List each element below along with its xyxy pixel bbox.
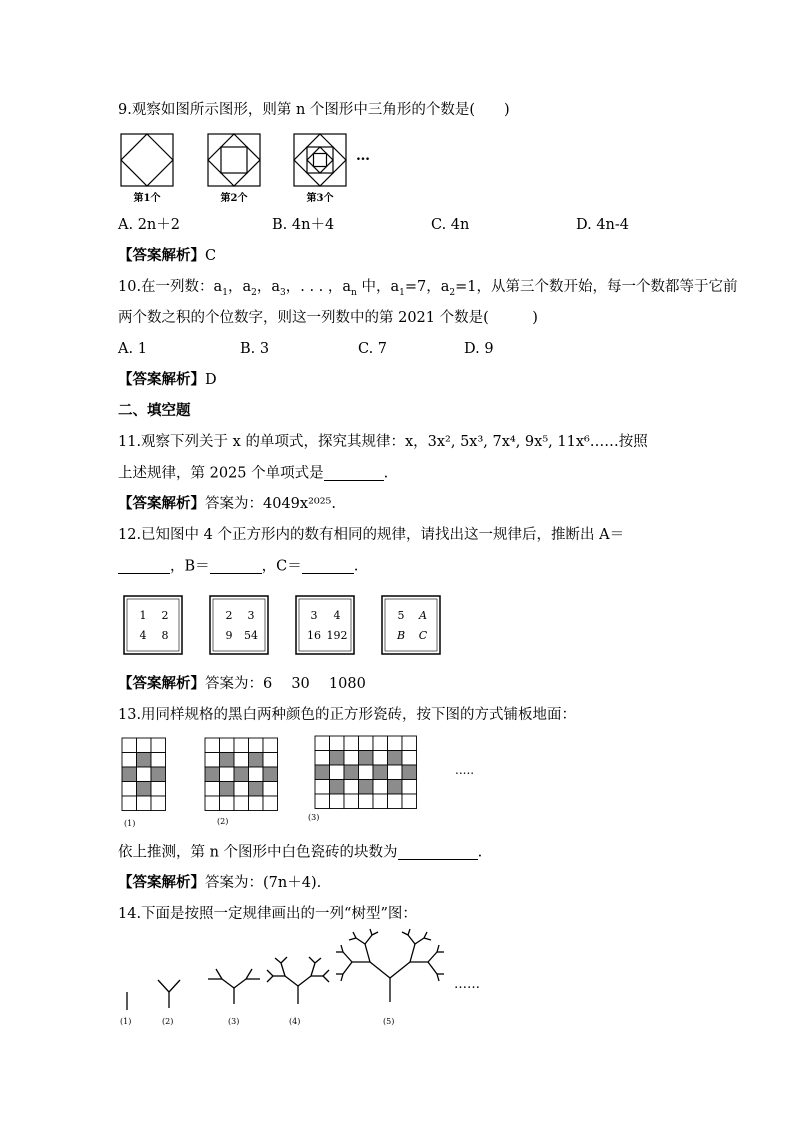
svg-text:4: 4	[139, 629, 147, 642]
white-tile	[205, 753, 220, 768]
q12-answer: 【答案解析】答案为：6 30 1080	[118, 675, 366, 692]
white-tile	[373, 736, 388, 751]
q12-box-4	[382, 596, 440, 654]
q12-boxes	[123, 595, 443, 657]
white-tile	[234, 738, 249, 753]
svg-text:2: 2	[225, 609, 233, 622]
white-tile	[344, 794, 359, 809]
white-tile	[402, 794, 417, 809]
q13-ellipsis: .....	[455, 763, 475, 777]
white-tile	[373, 780, 388, 795]
dark-tile	[359, 780, 374, 795]
section-title: 二、填空题	[118, 402, 191, 419]
dark-tile	[249, 753, 264, 768]
white-tile	[315, 794, 330, 809]
q13-blank[interactable]	[398, 845, 478, 860]
q10-option-d: D. 9	[464, 341, 494, 357]
svg-text:8: 8	[161, 629, 169, 642]
svg-text:3: 3	[310, 609, 318, 622]
q10-line1: 10.在一列数：$a_1$，$a_2$，$a_3$，. . . ，$a_n$ 中，$a_1=7$，$a_2=1$，从第三个数开始，每一个数都等于它前	[118, 279, 738, 298]
dark-tile	[330, 751, 345, 766]
q14-caption-4: (4)	[289, 1017, 301, 1026]
white-tile	[263, 782, 278, 797]
q14-tree-5	[336, 929, 444, 1002]
white-tile	[344, 780, 359, 795]
white-tile	[205, 796, 220, 811]
svg-text:9: 9	[225, 629, 233, 642]
q11-blank[interactable]	[324, 466, 384, 481]
white-tile	[249, 738, 264, 753]
q14-tree-3	[208, 969, 260, 1004]
dark-tile	[205, 767, 220, 782]
q9-figure-2	[208, 134, 260, 186]
white-tile	[330, 736, 345, 751]
white-tile	[263, 738, 278, 753]
q14-caption-5: (5)	[383, 1017, 395, 1026]
q9-option-a: A. 2n＋2	[118, 217, 180, 233]
q9-option-d: D. 4n-4	[576, 217, 630, 233]
white-tile	[122, 753, 137, 768]
white-tile	[263, 753, 278, 768]
dark-tile	[359, 751, 374, 766]
q9-text: 9.观察如图所示图形，则第 n 个图形中三角形的个数是( )	[118, 102, 510, 118]
white-tile	[151, 753, 166, 768]
q9-caption-1: 第1个	[133, 193, 161, 204]
white-tile	[234, 753, 249, 768]
white-tile	[402, 736, 417, 751]
q13-caption-2: (2)	[217, 817, 229, 826]
white-tile	[151, 782, 166, 797]
q14-caption-2: (2)	[162, 1017, 174, 1026]
dark-tile	[373, 765, 388, 780]
white-tile	[137, 738, 152, 753]
q14-text: 14.下面是按照一定规律画出的一列“树型”图：	[118, 906, 417, 922]
q10-line2: 两个数之积的个位数字，则这一列数中的第 2021 个数是( )	[118, 310, 538, 326]
white-tile	[373, 794, 388, 809]
white-tile	[359, 765, 374, 780]
q13-caption-1: (1)	[124, 819, 136, 828]
answer-label: 【答案解析】	[118, 247, 205, 264]
white-tile	[315, 780, 330, 795]
q14-caption-3: (3)	[228, 1017, 240, 1026]
q13-tile-figures	[118, 736, 488, 831]
white-tile	[220, 796, 235, 811]
q14-tree-figures	[118, 932, 508, 1032]
white-tile	[344, 736, 359, 751]
q9-option-b: B. 4n＋4	[272, 217, 335, 233]
svg-text:4: 4	[333, 609, 341, 622]
white-tile	[137, 767, 152, 782]
dark-tile	[151, 767, 166, 782]
dark-tile	[402, 765, 417, 780]
svg-text:5: 5	[397, 609, 405, 622]
dark-tile	[220, 782, 235, 797]
white-tile	[205, 782, 220, 797]
dark-tile	[330, 780, 345, 795]
white-tile	[249, 796, 264, 811]
q12-blank-c[interactable]	[302, 559, 354, 574]
answer-value: C	[205, 248, 217, 264]
white-tile	[151, 796, 166, 811]
white-tile	[315, 736, 330, 751]
q9-figure-3	[294, 134, 346, 186]
dark-tile	[388, 780, 403, 795]
q13-answer: 【答案解析】答案为：(7n＋4).	[118, 874, 322, 891]
dark-tile	[137, 753, 152, 768]
white-tile	[220, 767, 235, 782]
white-tile	[388, 736, 403, 751]
white-tile	[330, 794, 345, 809]
q11-answer: 【答案解析】答案为：4049x²⁰²⁵.	[118, 495, 336, 512]
svg-text:A: A	[419, 609, 427, 622]
q11-line2: 上述规律，第 2025 个单项式是 .	[118, 465, 389, 482]
q12-box-1	[124, 596, 182, 654]
q13-figure-2	[205, 738, 278, 811]
dark-tile	[122, 767, 137, 782]
q12-box-2	[210, 596, 268, 654]
white-tile	[344, 751, 359, 766]
dark-tile	[220, 753, 235, 768]
svg-text:16: 16	[307, 629, 321, 642]
q12-line2: ，B＝ ，C＝ .	[118, 559, 358, 574]
q10-option-a: A. 1	[118, 341, 147, 357]
q9-figure-1	[121, 134, 173, 186]
q14-tree-4	[267, 957, 329, 1004]
q10-answer: 【答案解析】D	[118, 371, 217, 388]
svg-text:54: 54	[244, 629, 258, 642]
q13-caption-3: (3)	[308, 813, 320, 822]
white-tile	[234, 782, 249, 797]
white-tile	[373, 751, 388, 766]
q11-line1: 11.观察下列关于 x 的单项式，探究其规律：x，3x², 5x³, 7x⁴, 9x⁵, 11x⁶……按照	[118, 434, 648, 450]
q12-line1: 12.已知图中 4 个正方形内的数有相同的规律，请找出这一规律后，推断出 A＝	[118, 527, 625, 543]
white-tile	[137, 796, 152, 811]
dark-tile	[249, 782, 264, 797]
q9-option-c: C. 4n	[431, 217, 470, 233]
svg-text:192: 192	[326, 629, 348, 642]
white-tile	[122, 782, 137, 797]
q14-ellipsis: ……	[454, 977, 480, 992]
dark-tile	[263, 767, 278, 782]
white-tile	[122, 738, 137, 753]
dark-tile	[315, 765, 330, 780]
q10-option-b: B. 3	[240, 341, 270, 357]
q12-box-3	[296, 596, 354, 654]
white-tile	[359, 736, 374, 751]
q14-caption-1: (1)	[120, 1017, 132, 1026]
white-tile	[122, 796, 137, 811]
svg-text:B: B	[396, 629, 406, 642]
svg-text:1: 1	[139, 609, 147, 622]
q9-ellipsis: …	[356, 148, 370, 164]
white-tile	[249, 767, 264, 782]
white-tile	[315, 751, 330, 766]
dark-tile	[234, 767, 249, 782]
q9-answer	[118, 249, 216, 264]
q13-line2: 依上推测，第 n 个图形中白色瓷砖的块数为 .	[118, 844, 483, 861]
white-tile	[220, 738, 235, 753]
q13-figure-3	[315, 736, 417, 809]
white-tile	[388, 765, 403, 780]
q9-figures	[118, 132, 378, 212]
white-tile	[151, 738, 166, 753]
q14-tree-2	[158, 980, 180, 1008]
white-tile	[205, 738, 220, 753]
white-tile	[402, 780, 417, 795]
dark-tile	[137, 782, 152, 797]
white-tile	[359, 794, 374, 809]
dark-tile	[344, 765, 359, 780]
q12-blank-b[interactable]	[210, 559, 262, 574]
q10-option-c: C. 7	[358, 341, 388, 357]
svg-text:3: 3	[247, 609, 255, 622]
white-tile	[388, 794, 403, 809]
white-tile	[330, 765, 345, 780]
q13-figure-1	[122, 738, 166, 811]
q12-blank-a[interactable]	[118, 559, 170, 574]
white-tile	[263, 796, 278, 811]
q9-caption-3: 第3个	[306, 193, 334, 204]
svg-text:2: 2	[161, 609, 169, 622]
white-tile	[234, 796, 249, 811]
q13-text: 13.用同样规格的黑白两种颜色的正方形瓷砖，按下图的方式铺板地面：	[118, 707, 577, 723]
white-tile	[402, 751, 417, 766]
q9-caption-2: 第2个	[220, 193, 248, 204]
svg-text:C: C	[418, 629, 428, 642]
dark-tile	[388, 751, 403, 766]
